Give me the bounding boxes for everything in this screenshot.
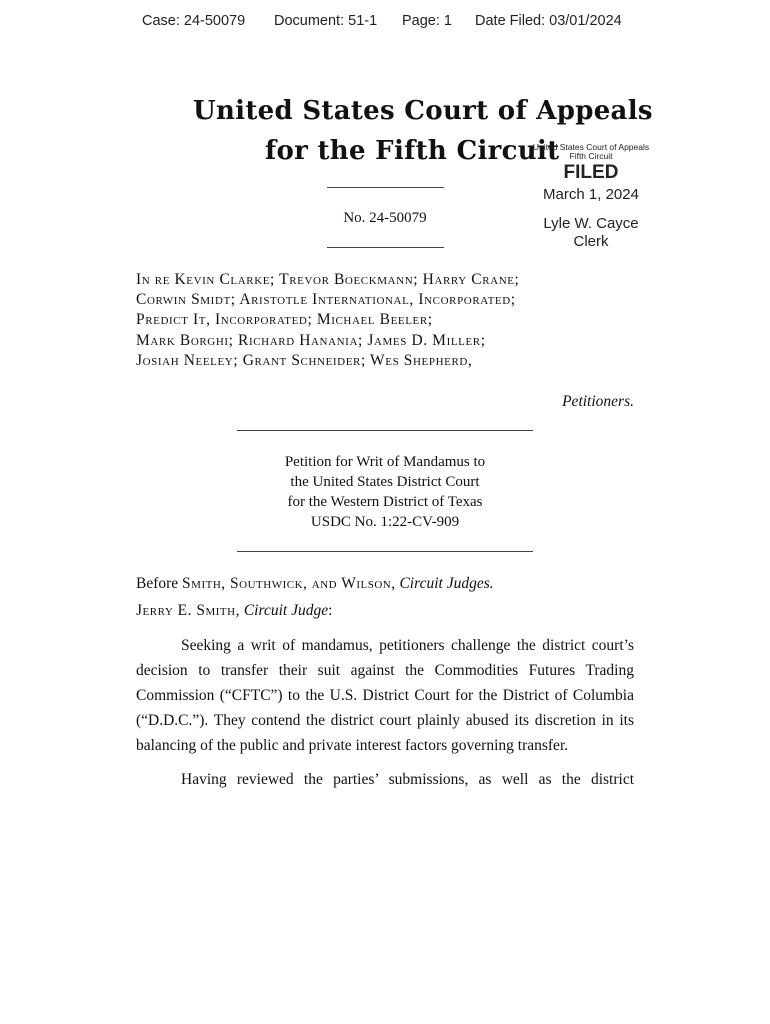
- stamp-clerk-name: Lyle W. Cayce: [543, 215, 639, 232]
- party-line: Mark Borghi; Richard Hanania; James D. Miller;: [136, 331, 486, 349]
- opinion-paragraph: Seeking a writ of mandamus, petitioners challenge the district court’s decision to transfer their suit against the Commodities Futures Trading Commission (“CFTC”) to the U.S. District Court for the District of Columbia (“D.D.C.”). They contend the district court plainly abused its discretion in its balancing of the public and private interest factors governing transfer.: [136, 637, 634, 754]
- opinion-paragraph: Having reviewed the parties’ submissions, as well as the district: [181, 771, 634, 788]
- petitioners-label: Petitioners.: [562, 393, 634, 410]
- court-title-line2: for the Fifth Circuit: [265, 136, 560, 166]
- party-line: Josiah Neeley; Grant Schneider; Wes Shepherd,: [136, 351, 473, 369]
- stamp-clerk-title: Clerk: [573, 233, 609, 250]
- petition-line: the United States District Court: [290, 474, 480, 490]
- author-title: Circuit Judge: [239, 602, 329, 619]
- divider-rule: [237, 551, 533, 552]
- party-line: Predict It, Incorporated; Michael Beeler;: [136, 311, 433, 329]
- divider-rule: [327, 247, 444, 248]
- divider-rule: [237, 430, 533, 431]
- author-name: Jerry E. Smith,: [136, 602, 240, 619]
- panel-before: Before: [136, 575, 183, 592]
- panel-judges-title: Circuit Judges.: [395, 575, 494, 592]
- divider-rule: [327, 187, 444, 188]
- petition-line: for the Western District of Texas: [287, 494, 483, 510]
- petition-line: USDC No. 1:22-CV-909: [310, 514, 460, 530]
- stamp-date: March 1, 2024: [543, 186, 639, 203]
- parties-list: [136, 270, 656, 371]
- party-line: In re Kevin Clarke; Trevor Boeckmann; Harry Crane;: [136, 271, 520, 288]
- case-number: No. 24-50079: [343, 210, 427, 226]
- document-number-header: Document: 51-1: [274, 13, 378, 29]
- petition-line: Petition for Writ of Mandamus to: [284, 454, 486, 470]
- panel-line: [136, 575, 494, 593]
- panel-judges: Smith, Southwick, and Wilson,: [182, 575, 396, 592]
- party-line: Corwin Smidt; Aristotle International, Incorporated;: [136, 291, 516, 309]
- author-colon: :: [328, 602, 333, 619]
- author-line: [136, 602, 332, 620]
- case-number-header: Case: 24-50079: [142, 13, 246, 29]
- court-title-line1: United States Court of Appeals: [193, 96, 653, 126]
- stamp-circuit-name: Fifth Circuit: [569, 151, 613, 161]
- page-number-header: Page: 1: [402, 13, 452, 29]
- stamp-court-name: United States Court of Appeals: [532, 142, 650, 152]
- stamp-filed-label: FILED: [563, 162, 619, 183]
- date-filed-header: Date Filed: 03/01/2024: [475, 13, 622, 29]
